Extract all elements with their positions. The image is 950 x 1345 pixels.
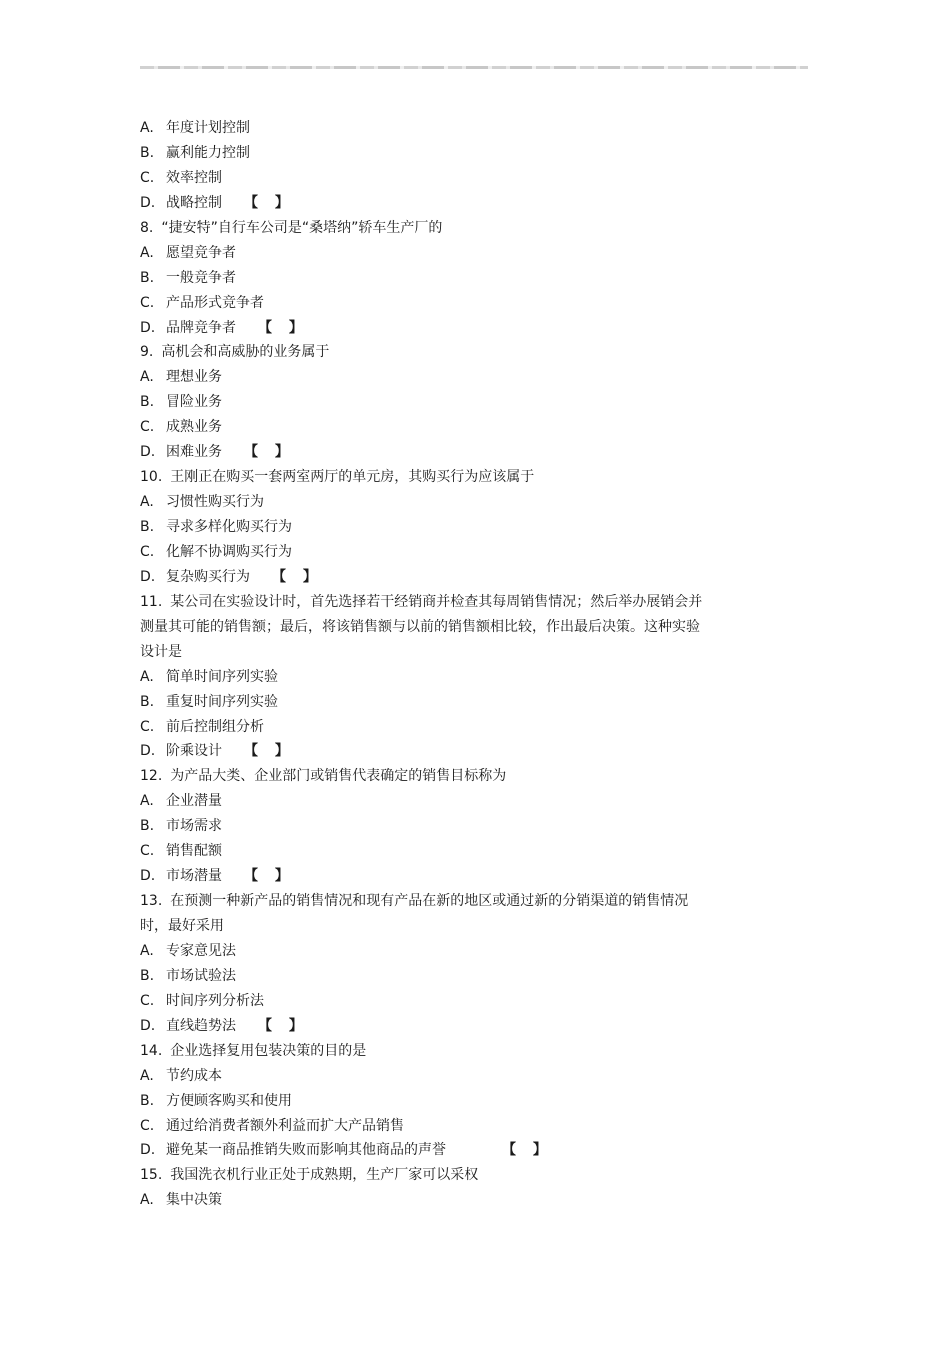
option-letter: B. <box>140 818 155 835</box>
option-text: 前后控制组分析 <box>166 718 264 735</box>
question-stem <box>140 889 740 914</box>
question-text: 王刚正在购买一套两室两厅的单元房，其购买行为应该属于 <box>170 469 535 486</box>
option-letter: B. <box>140 144 155 161</box>
answer-option <box>140 939 740 964</box>
question-text: “捷安特”自行车公司是“桑塔纳”轿车生产厂的 <box>161 219 443 236</box>
answer-option <box>140 241 740 266</box>
option-letter: C. <box>140 992 155 1009</box>
header-rule <box>140 66 808 69</box>
option-text: 市场需求 <box>166 818 222 835</box>
question-stem <box>140 1163 740 1188</box>
answer-option <box>140 565 740 590</box>
answer-bracket: 【 】 <box>244 194 295 211</box>
question-stem <box>140 764 740 789</box>
option-text: 愿望竞争者 <box>166 244 236 261</box>
option-letter: A. <box>140 1192 154 1209</box>
option-letter: A. <box>140 244 154 261</box>
answer-bracket: 【 】 <box>244 444 295 461</box>
option-letter: D. <box>140 319 156 336</box>
answer-option <box>140 989 740 1014</box>
option-text: 企业潜量 <box>166 793 222 810</box>
question-text: 企业选择复用包装决策的目的是 <box>170 1042 367 1059</box>
answer-option <box>140 964 740 989</box>
question-stem <box>140 216 740 241</box>
option-letter: D. <box>140 743 156 760</box>
answer-bracket: 【 】 <box>272 568 323 585</box>
answer-option <box>140 1064 740 1089</box>
answer-bracket: 【 】 <box>258 1017 309 1034</box>
option-letter: B. <box>140 519 155 535</box>
option-letter: D. <box>140 568 156 585</box>
answer-option <box>140 166 740 191</box>
option-text: 市场试验法 <box>166 967 236 984</box>
question-stem <box>140 1039 740 1064</box>
option-letter: C. <box>140 294 155 311</box>
option-letter: C. <box>140 169 155 186</box>
option-text: 方便顾客购买和使用 <box>166 1092 292 1109</box>
answer-bracket: 【 】 <box>258 319 309 336</box>
option-text: 化解不协调购买行为 <box>166 543 292 560</box>
question-stem <box>140 465 740 490</box>
question-text: 我国洗衣机行业正处于成熟期，生产厂家可以采权 <box>170 1167 479 1184</box>
option-letter: A. <box>140 942 154 959</box>
answer-option <box>140 739 740 764</box>
option-letter: C. <box>140 718 155 735</box>
question-number: 15. <box>140 1167 163 1184</box>
question-number: 13. <box>140 893 163 910</box>
question-text: 某公司在实验设计时，首先选择若干经销商并检查其每周销售情况；然后举办展销会并 <box>170 593 703 610</box>
option-text: 避免某一商品推销失败而影响其他商品的声誉 <box>166 1142 446 1159</box>
answer-option <box>140 665 740 690</box>
question-text: 为产品大类、企业部门或销售代表确定的销售目标称为 <box>170 768 507 785</box>
answer-option <box>140 415 740 440</box>
answer-option <box>140 116 740 141</box>
question-stem <box>140 590 740 615</box>
option-text: 赢利能力控制 <box>166 144 250 161</box>
option-letter: C. <box>140 843 155 860</box>
question-number: 11. <box>140 593 163 610</box>
answer-option <box>140 1014 740 1039</box>
option-letter: B. <box>140 693 155 710</box>
option-letter: A. <box>140 120 154 136</box>
option-text: 成熟业务 <box>166 419 222 436</box>
question-number: 12. <box>140 768 163 785</box>
question-number: 8. <box>140 219 154 236</box>
question-stem-continued <box>140 615 740 640</box>
option-text: 战略控制 <box>166 194 222 211</box>
question-text: 在预测一种新产品的销售情况和现有产品在新的地区或通过新的分销渠道的销售情况 <box>170 893 689 910</box>
option-text: 一般竞争者 <box>166 269 236 286</box>
option-letter: A. <box>140 793 154 810</box>
option-text: 冒险业务 <box>166 394 222 411</box>
question-number: 14. <box>140 1042 163 1059</box>
option-letter: A. <box>140 369 154 386</box>
option-letter: A. <box>140 494 154 511</box>
option-letter: D. <box>140 1142 156 1159</box>
option-text: 寻求多样化购买行为 <box>166 519 292 535</box>
option-letter: B. <box>140 967 155 984</box>
question-stem-continued <box>140 640 740 665</box>
answer-option <box>140 316 740 341</box>
option-letter: C. <box>140 419 155 436</box>
option-letter: D. <box>140 868 156 885</box>
option-letter: D. <box>140 194 156 211</box>
answer-option <box>140 1114 740 1139</box>
question-text: 测量其可能的销售额；最后，将该销售额与以前的销售额相比较，作出最后决策。这种实验 <box>140 618 700 635</box>
option-text: 集中决策 <box>166 1192 222 1209</box>
answer-bracket: 【 】 <box>244 743 295 760</box>
question-number: 9. <box>140 344 154 361</box>
answer-bracket: 【 】 <box>244 868 295 885</box>
option-text: 年度计划控制 <box>166 120 250 136</box>
question-stem-continued <box>140 914 740 939</box>
answer-option <box>140 864 740 889</box>
option-text: 市场潜量 <box>166 868 222 885</box>
option-letter: C. <box>140 543 155 560</box>
option-text: 简单时间序列实验 <box>166 668 278 685</box>
question-number: 10. <box>140 469 163 486</box>
option-text: 复杂购买行为 <box>166 568 250 585</box>
option-text: 效率控制 <box>166 169 222 186</box>
option-letter: A. <box>140 668 154 685</box>
option-letter: A. <box>140 1067 154 1084</box>
answer-option <box>140 515 740 540</box>
option-text: 重复时间序列实验 <box>166 693 278 710</box>
answer-option <box>140 540 740 565</box>
option-letter: B. <box>140 1092 155 1109</box>
answer-option <box>140 1138 740 1163</box>
option-text: 理想业务 <box>166 369 222 386</box>
option-text: 产品形式竞争者 <box>166 294 264 311</box>
option-letter: D. <box>140 444 156 461</box>
option-text: 专家意见法 <box>166 942 236 959</box>
question-text: 高机会和高威胁的业务属于 <box>161 344 330 361</box>
option-letter: D. <box>140 1017 156 1034</box>
option-text: 时间序列分析法 <box>166 992 264 1009</box>
question-stem <box>140 340 740 365</box>
answer-option <box>140 440 740 465</box>
answer-option <box>140 715 740 740</box>
answer-option <box>140 291 740 316</box>
question-text: 设计是 <box>140 643 182 660</box>
answer-option <box>140 266 740 291</box>
answer-option <box>140 814 740 839</box>
answer-option <box>140 1089 740 1114</box>
option-letter: C. <box>140 1117 155 1134</box>
option-text: 困难业务 <box>166 444 222 461</box>
answer-bracket: 【 】 <box>502 1142 553 1159</box>
option-text: 销售配额 <box>166 843 222 860</box>
answer-option <box>140 390 740 415</box>
option-text: 阶乘设计 <box>166 743 222 760</box>
question-list <box>140 116 740 1213</box>
option-text: 品牌竞争者 <box>166 319 236 336</box>
option-text: 通过给消费者额外利益而扩大产品销售 <box>166 1117 404 1134</box>
answer-option <box>140 490 740 515</box>
answer-option <box>140 690 740 715</box>
answer-option <box>140 365 740 390</box>
option-letter: B. <box>140 269 155 286</box>
answer-option <box>140 141 740 166</box>
answer-option <box>140 789 740 814</box>
question-text: 时，最好采用 <box>140 918 224 934</box>
answer-option <box>140 839 740 864</box>
option-text: 节约成本 <box>166 1067 222 1084</box>
answer-option <box>140 1188 740 1213</box>
answer-option <box>140 191 740 216</box>
option-text: 直线趋势法 <box>166 1017 236 1034</box>
option-letter: B. <box>140 394 155 411</box>
option-text: 习惯性购买行为 <box>166 494 264 511</box>
